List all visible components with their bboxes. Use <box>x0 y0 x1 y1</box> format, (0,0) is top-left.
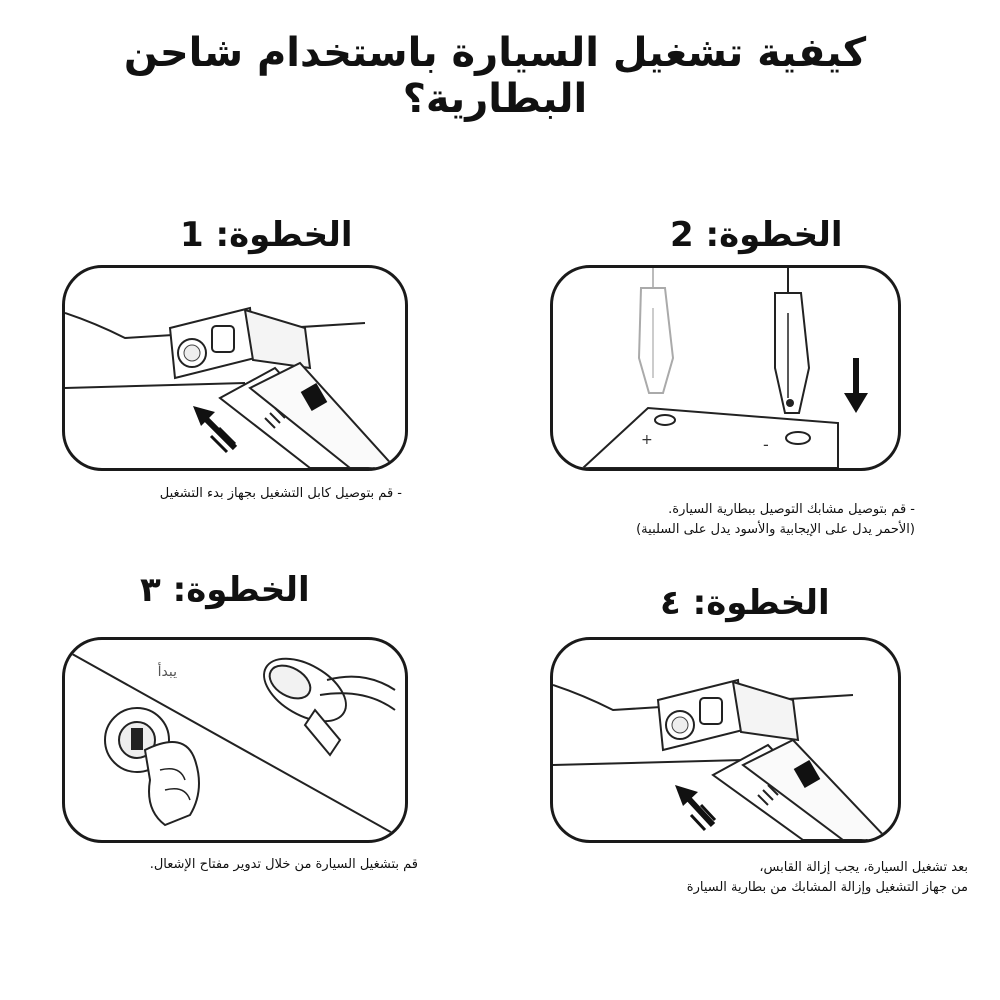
start-button-icon <box>254 646 395 755</box>
cable-plug-icon <box>220 363 395 468</box>
step-4-heading: الخطوة: ٤ <box>660 583 830 623</box>
step-1-heading: الخطوة: 1 <box>180 215 353 255</box>
car-battery-icon <box>583 408 838 468</box>
step-2-caption <box>520 500 915 540</box>
step-4-caption <box>560 858 968 898</box>
step-2-caption-line-1: - قم بتوصيل مشابك التوصيل ببطارية السيارة. <box>668 502 915 517</box>
step-2-illustration <box>550 265 901 471</box>
step-1-caption <box>52 484 402 504</box>
negative-mark: - <box>763 435 769 454</box>
cable-plug-icon <box>713 740 888 840</box>
step-4-caption-line-2: من جهاز التشغيل وإزالة المشابك من بطارية السيارة <box>686 880 968 895</box>
step-3-caption-line: قم بتشغيل السيارة من خلال تدوير مفتاح الإشعال. <box>149 857 418 872</box>
step-2-heading: الخطوة: 2 <box>670 215 843 255</box>
step-4-caption-line-1: بعد تشغيل السيارة، يجب إزالة القابس، <box>759 860 968 875</box>
positive-mark: + <box>641 432 653 448</box>
black-clamp-icon <box>775 268 809 413</box>
step-3-illustration <box>62 637 408 843</box>
starter-socket-icon <box>658 680 798 750</box>
red-clamp-icon <box>639 268 673 393</box>
step-1-illustration <box>62 265 408 471</box>
page-title: كيفية تشغيل السيارة باستخدام شاحن البطارية؟ <box>123 30 867 122</box>
remove-arrow-icon <box>675 785 715 830</box>
hand-icon <box>145 742 199 825</box>
insert-arrow-icon <box>193 406 235 452</box>
attach-arrow-icon <box>844 358 868 413</box>
step-3-caption <box>40 855 418 875</box>
start-label: يبدأ <box>157 664 177 680</box>
step-3-heading: الخطوة: ٣ <box>140 570 310 610</box>
step-1-caption-line: - قم بتوصيل كابل التشغيل بجهاز بدء التشغيل <box>159 486 402 501</box>
step-2-caption-line-2: (الأحمر يدل على الإيجابية والأسود يدل على السلبية) <box>636 522 915 537</box>
step-4-illustration <box>550 637 901 843</box>
